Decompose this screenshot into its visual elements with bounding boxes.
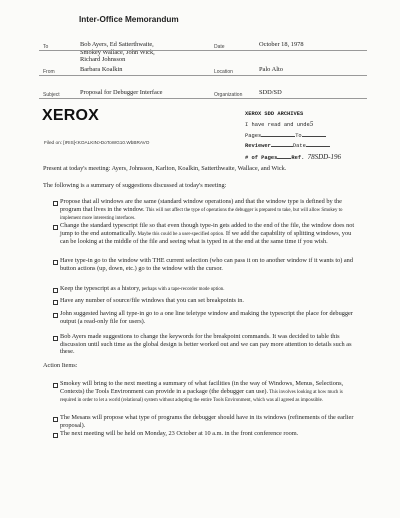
header-rule xyxy=(39,75,367,76)
organization-value: SDD/SD xyxy=(259,89,282,96)
subject-label: Subject xyxy=(43,92,60,98)
action-item: The next meeting will be held on Monday, 23 October at 10 a.m. in the front conference room. xyxy=(60,430,360,438)
date-value: October 18, 1978 xyxy=(259,41,304,48)
stamp-reviewer-blank xyxy=(271,141,293,147)
list-item: Propose that all windows are the same (standard window operations) and that the window type is defined by the program that lives in the window. This will not affect the type of operations the debugger is prepared to take, but will allow Smokey to implement more interesting interfaces. xyxy=(60,198,360,223)
list-item: Keep the typescript as a history, perhaps with a tape-recorder mode option. xyxy=(60,285,360,294)
stamp-to-blank xyxy=(302,131,326,137)
from-value: Barbara Koalkin xyxy=(80,66,123,73)
stamp-title: XEROX SDD ARCHIVES xyxy=(245,111,304,117)
stamp-to-label: To xyxy=(295,132,302,139)
summary-intro: The following is a summary of suggestions discussed at today's meeting: xyxy=(43,182,227,189)
action-items-label: Action Items: xyxy=(43,362,78,369)
stamp-date-label: Date xyxy=(292,143,306,150)
present-paragraph: Present at today's meeting: Ayers, Johnsson, Karlton, Koalkin, Satterthwaite, Wallace, and Wick. xyxy=(43,165,287,172)
stamp-handwritten-mark: 5 xyxy=(309,120,314,129)
header-rule xyxy=(39,50,367,51)
filed-on-line: Filed on: [IRIS]<KOALKIN>DoToWG10.WbBRAVO xyxy=(44,140,150,145)
subject-value: Proposal for Debugger Interface xyxy=(80,89,163,96)
action-item: The Mesans will propose what type of programs the debugger should have in its windows (refinements of the earlier proposal). xyxy=(60,414,360,429)
date-label: Date xyxy=(214,44,225,50)
archive-stamp xyxy=(245,109,341,163)
location-value: Palo Alto xyxy=(259,66,283,73)
stamp-ref-value: 78SDD-196 xyxy=(307,152,342,161)
stamp-reviewer-label: Reviewer xyxy=(245,143,271,150)
to-label: To xyxy=(43,44,49,50)
stamp-read-line: I have read and unde xyxy=(245,122,310,129)
stamp-pages-label: Pages xyxy=(245,132,262,139)
from-label: From xyxy=(43,69,55,75)
stamp-pages-blank xyxy=(261,131,295,137)
location-label: Location xyxy=(214,69,233,75)
stamp-num-pages-label: # of Pages xyxy=(245,154,278,161)
xerox-logo: XEROX xyxy=(42,107,100,124)
list-item: Change the standard typescript file so that even though type-in gets added to the end of the file, the window does not jump to the end automatically. Maybe this could be a user-specified option. If we add the capability of splitting windows, you can be looking at the middle of the file and seeing what is typed in at the end at the same time if you wish. xyxy=(60,222,360,246)
memo-title: Inter-Office Memorandum xyxy=(79,15,179,24)
to-value: Bob Ayers, Ed Satterthwaite, Smokey Wallace, John Wick, Richard Johnsson xyxy=(80,41,155,64)
stamp-ref-label: Ref. xyxy=(291,154,305,161)
organization-label: Organization xyxy=(214,92,243,98)
list-item: Have type-in go to the window with THE current selection (who can pass it on to another window if it wants to) and button actions (up, down, etc.) go to the window with the cursor. xyxy=(60,257,360,272)
stamp-date-blank xyxy=(306,141,330,147)
action-item: Smokey will bring to the next meeting a summary of what facilities (in the way of Windows, Menus, Selections, Contexts) the Tools Environment can provide in a package (the debugger can use). This involves looking at how much is required in order to let a world (relational) system without adopting the entire Tools Environment, which was all agreed as impossible. xyxy=(60,380,360,405)
list-item: Bob Ayers made suggestions to change the keywords for the breakpoint commands. It was decided to table this discussion until such time as the global design is better worked out and we can pay more attention to details such as these. xyxy=(60,333,360,356)
stamp-num-pages-blank xyxy=(277,153,291,159)
list-item: Have any number of source/file windows that you can set breakpoints in. xyxy=(60,297,360,305)
list-item: John suggested having all type-in go to a one line teletype window and making the typescript the place for debugger output (a read-only file for users). xyxy=(60,310,360,325)
header-rule xyxy=(39,98,367,99)
